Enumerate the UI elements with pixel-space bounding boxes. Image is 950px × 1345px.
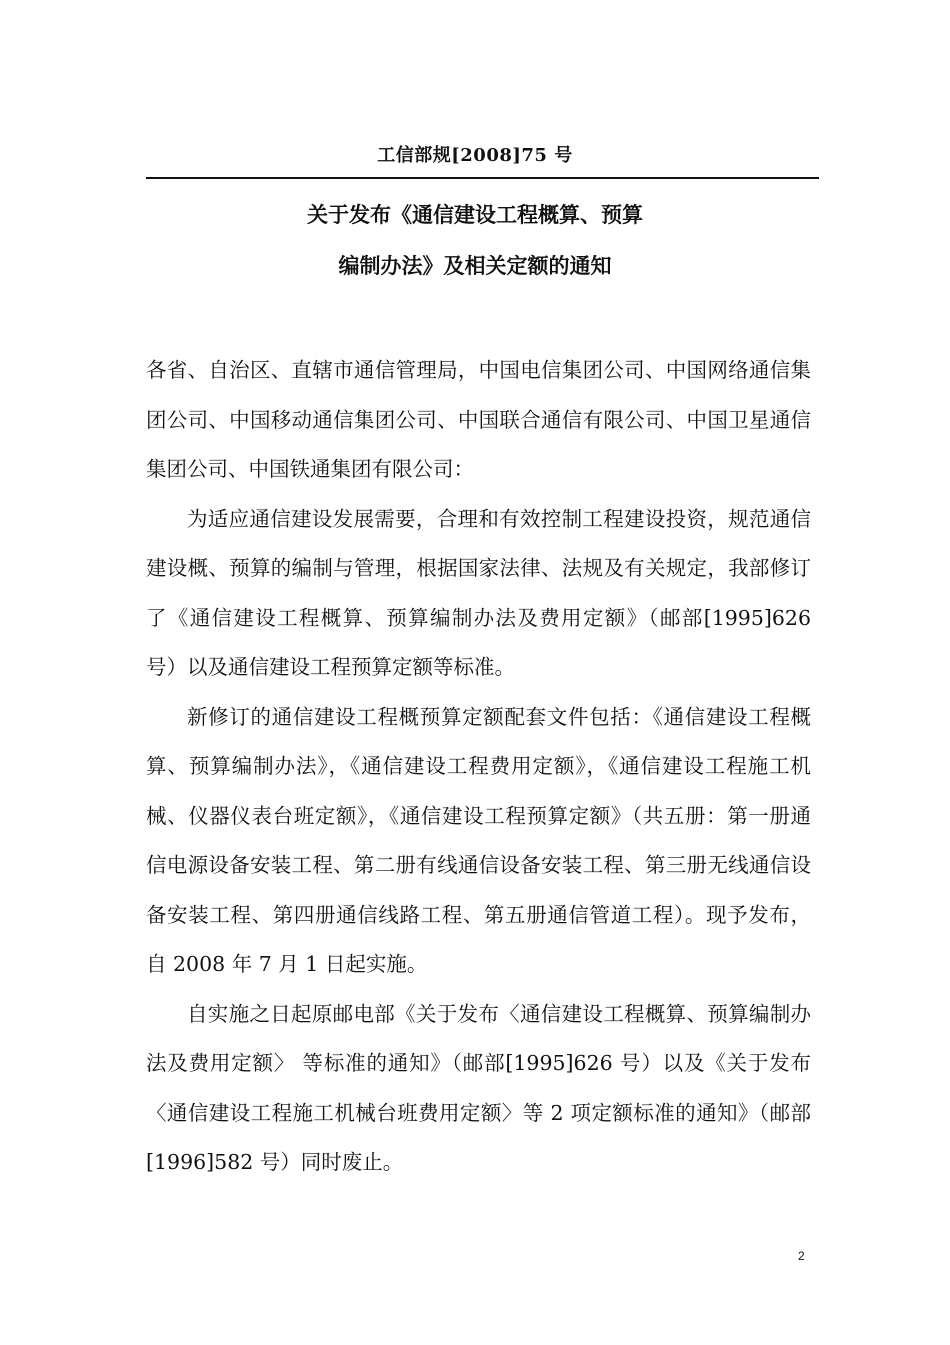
document-number: 工信部规[2008]75 号 [377, 145, 573, 166]
document-title-line-1: 关于发布《通信建设工程概算、预算 [307, 202, 643, 227]
page-number: 2 [798, 1249, 805, 1263]
document-body [146, 346, 811, 1188]
body-paragraph: 自实施之日起原邮电部《关于发布〈通信建设工程概算、预算编制办法及费用定额〉 等标准的通知》（邮部[1995]626 号）以及《关于发布〈通信建设工程施工机械台班费用定额〉等 2 项定额标准的通知》（邮部[1996]582 号）同时废止。 [146, 1001, 811, 1174]
document-title-line-2: 编制办法》及相关定额的通知 [338, 253, 612, 278]
body-paragraph: 为适应通信建设发展需要，合理和有效控制工程建设投资，规范通信建设概、预算的编制与管理，根据国家法律、法规及有关规定，我部修订了《通信建设工程概算、预算编制办法及费用定额》（邮部[1995]626 号）以及通信建设工程预算定额等标准。 [146, 506, 811, 679]
header-divider [146, 177, 819, 179]
body-paragraph: 新修订的通信建设工程概预算定额配套文件包括：《通信建设工程概算、预算编制办法》，《通信建设工程费用定额》，《通信建设工程施工机械、仪器仪表台班定额》，《通信建设工程预算定额》（共五册：第一册通信电源设备安装工程、第二册有线通信设备安装工程、第三册无线通信设备安装工程、第四册通信线路工程、第五册通信管道工程）。现予发布，自 2008 年 7 月 1 日起实施。 [146, 704, 811, 976]
salutation: 各省、自治区、直辖市通信管理局，中国电信集团公司、中国网络通信集团公司、中国移动通信集团公司、中国联合通信有限公司、中国卫星通信集团公司、中国铁通集团有限公司： [146, 358, 811, 481]
